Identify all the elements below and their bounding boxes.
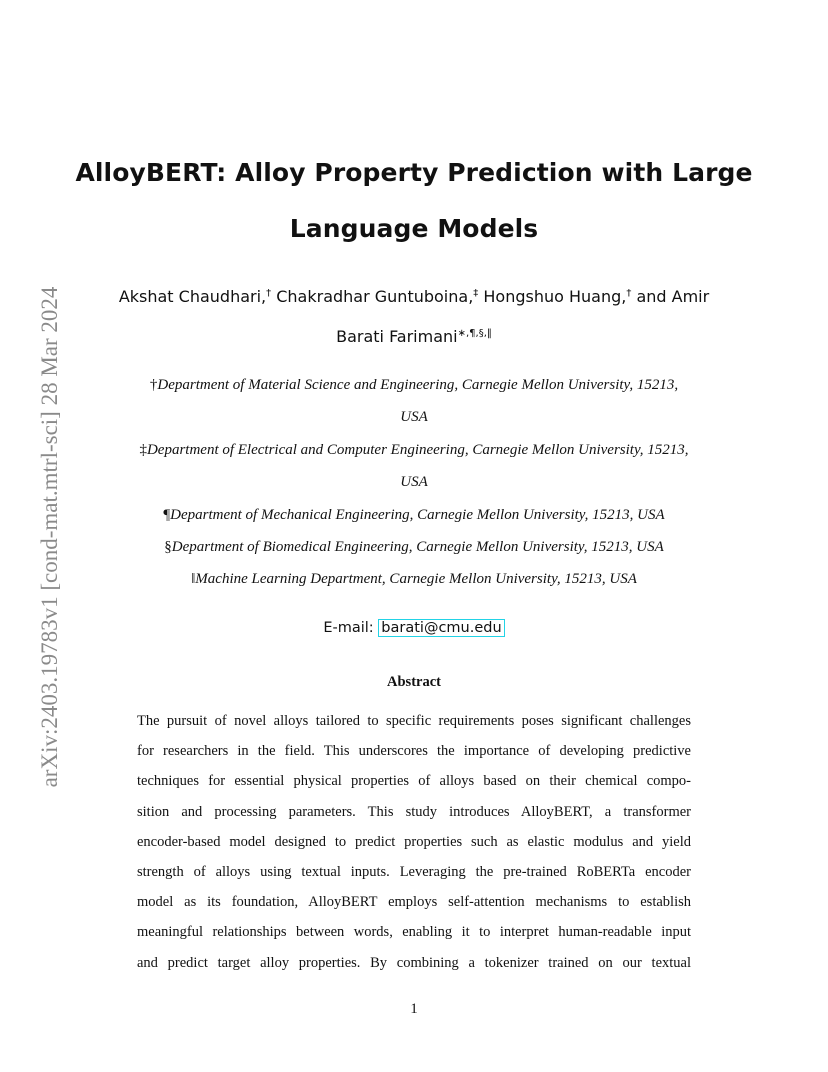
affiliation-mark: ‖ bbox=[191, 571, 196, 587]
affiliation-mark: † bbox=[149, 377, 158, 393]
page-number: 1 bbox=[410, 1001, 418, 1017]
affiliation-1 bbox=[0, 377, 828, 394]
author-line-tail: and Amir bbox=[636, 287, 710, 306]
affiliation-mark: ¶ bbox=[163, 507, 171, 523]
affiliation-2-cont bbox=[0, 474, 828, 491]
abstract-line: for researchers in the field. This underscores the importance of developing predictive bbox=[137, 743, 691, 760]
author-name: Barati Farimani bbox=[336, 327, 458, 346]
abstract-line: model as its foundation, AlloyBERT employs self-attention mechanisms to establish bbox=[137, 894, 691, 911]
affiliation-mark: ‡ bbox=[139, 442, 147, 458]
abstract-body bbox=[137, 706, 691, 978]
author-line-2 bbox=[0, 327, 828, 346]
affiliation-text: Machine Learning Department, Carnegie Mellon University, 15213, USA bbox=[195, 571, 637, 587]
author-line-1 bbox=[0, 287, 828, 306]
author-mark: † bbox=[266, 288, 272, 299]
arxiv-sidebar-stamp: arXiv:2403.19783v1 [cond-mat.mtrl-sci] 28 Mar 2024 bbox=[37, 286, 62, 788]
author-mark: ‡ bbox=[473, 288, 479, 299]
affiliation-2 bbox=[0, 442, 828, 459]
abstract-heading: Abstract bbox=[387, 674, 441, 690]
affiliation-4 bbox=[0, 539, 828, 556]
abstract-line: The pursuit of novel alloys tailored to specific requirements poses significant challenges bbox=[137, 713, 691, 729]
affiliation-text: USA bbox=[400, 409, 428, 425]
affiliation-mark: § bbox=[164, 539, 172, 555]
author-mark: ∗,¶,§,‖ bbox=[457, 328, 492, 339]
paper-title-line-1: AlloyBERT: Alloy Property Prediction with Large bbox=[75, 158, 753, 187]
affiliation-5 bbox=[0, 571, 828, 588]
affiliation-text: Department of Material Science and Engineering, Carnegie Mellon University, 15213, bbox=[157, 377, 679, 393]
author-name: Hongshuo Huang, bbox=[483, 287, 627, 306]
email-line bbox=[0, 620, 828, 636]
abstract-line: strength of alloys using textual inputs. Leveraging the pre-trained RoBERTa encoder bbox=[137, 863, 691, 880]
email-link[interactable]: barati@cmu.edu bbox=[378, 619, 504, 637]
author-mark: † bbox=[626, 288, 632, 299]
affiliation-text: Department of Electrical and Computer Engineering, Carnegie Mellon University, 15213, bbox=[146, 442, 689, 458]
affiliation-text: USA bbox=[400, 474, 428, 490]
paper-title-line-2: Language Models bbox=[289, 214, 539, 243]
affiliation-text: Department of Mechanical Engineering, Carnegie Mellon University, 15213, USA bbox=[170, 507, 665, 523]
author-name: Chakradhar Guntuboina, bbox=[276, 287, 474, 306]
email-label: E-mail: bbox=[323, 620, 374, 636]
abstract-line: sition and processing parameters. This study introduces AlloyBERT, a transformer bbox=[137, 803, 691, 820]
affiliation-text: Department of Biomedical Engineering, Carnegie Mellon University, 15213, USA bbox=[171, 539, 664, 555]
author-name: Akshat Chaudhari, bbox=[118, 287, 267, 306]
abstract-line: techniques for essential physical properties of alloys based on their chemical compo- bbox=[137, 773, 691, 790]
abstract-line: encoder-based model designed to predict properties such as elastic modulus and yield bbox=[137, 833, 691, 850]
affiliation-1-cont bbox=[0, 409, 828, 426]
abstract-line: and predict target alloy properties. By combining a tokenizer trained on our textual bbox=[137, 954, 691, 971]
abstract-line: meaningful relationships between words, enabling it to interpret human-readable input bbox=[137, 924, 691, 941]
affiliation-3 bbox=[0, 507, 828, 524]
